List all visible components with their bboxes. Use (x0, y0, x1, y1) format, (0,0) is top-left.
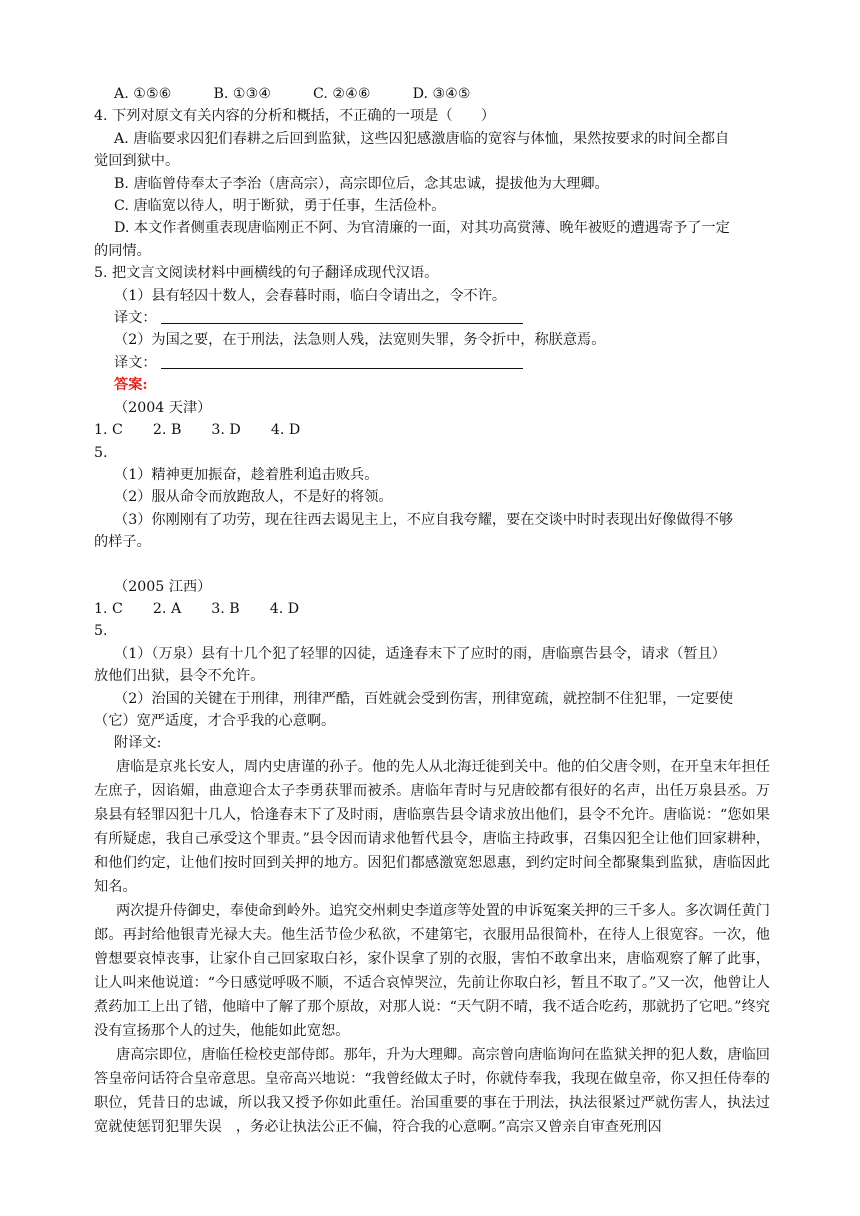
q4-stem: 4. 下列对原文有关内容的分析和概括，不正确的一项是（ ） (94, 108, 496, 125)
q5-answer-line-1 (94, 307, 770, 329)
translation-paragraph-1: 唐临是京兆长安人，周内史唐谨的孙子。他的先人从北海迁徙到关中。他的伯父唐令则，在开皇末年担任左庶子，因谄媚，曲意迎合太子李勇获罪而被杀。唐临年青时与兄唐皎都有很好的名声，出任万泉县丞。万泉县有轻罪囚犯十几人，恰逢春末下了及时雨，唐临禀告县令请求放出他们，县令不允许。唐临说：“您如果有所疑虑，我自己承受这个罪责。”县令因而请求他暂代县令，唐临主持政事，召集囚犯全让他们回家耕种，和他们约定，让他们按时回到关押的地方。因犯们都感激宽恕恩惠，到约定时间全都聚集到监狱，唐临因此知名。 (94, 758, 770, 895)
translation-label: 译文： (114, 354, 157, 371)
jiangxi-mc-answers (94, 598, 770, 620)
answers-heading: 答案: (114, 377, 148, 394)
jx-answer-2: 2. A (152, 600, 182, 617)
q3-option-c: C. ②④⑥ (313, 86, 371, 102)
tianjin-t2: （2）服从命令而放跑敌人，不是好的将领。 (114, 489, 393, 506)
jiangxi-t2-line1: （2）治国的关键在于刑律，刑律严酷，百姓就会受到伤害，刑律宽疏，就控制不住犯罪，一定要使 (114, 690, 734, 707)
q5-sentence-1: （1）县有轻囚十数人，会春暮时雨，临白令请出之，令不许。 (114, 287, 507, 304)
tianjin-t3-line2: 的样子。 (94, 534, 151, 551)
tianjin-mc-answers (94, 419, 770, 441)
jx-answer-1: 1. C (94, 600, 123, 617)
jiangxi-year: （2005 江西） (114, 578, 212, 595)
q5-stem: 5. 把文言文阅读材料中画横线的句子翻译成现代汉语。 (94, 265, 439, 282)
translation-paragraph-3: 唐高宗即位，唐临任检校吏部侍郎。那年，升为大理卿。高宗曾向唐临询问在监狱关押的犯人数，唐临回答皇帝问话符合皇帝意思。皇帝高兴地说：“我曾经做太子时，你就侍奉我，我现在做皇帝，你又担任侍奉的职位，凭昔日的忠诚，所以我又授予你如此重任。治国重要的事在于刑法，执法很紧过严就伤害人，执法过宽就使惩罚犯罪失误 ，务必让执法公正不偏，符合我的心意啊。”高宗又曾亲自审查死刑囚 (94, 1046, 770, 1135)
jiangxi-t2-line2: （它）宽严适度，才合乎我的心意啊。 (94, 712, 336, 729)
tj-answer-3: 3. D (211, 422, 241, 439)
q4-option-a-line2: 觉回到狱中。 (94, 153, 180, 170)
jx-answer-4: 4. D (269, 600, 300, 617)
q5-sentence-2: （2）为国之要，在于刑法，法急则人残，法宽则失罪，务令折中，称朕意焉。 (114, 332, 606, 349)
q5-answer-line-2 (94, 352, 770, 374)
jiangxi-q5-number: 5. (94, 623, 108, 640)
tianjin-t1: （1）精神更加振奋，趁着胜利追击败兵。 (114, 466, 379, 483)
q4-option-d-line2: 的同情。 (94, 242, 151, 259)
translation-label: 译文： (114, 310, 157, 327)
appendix-label: 附译文: (114, 735, 162, 752)
q3-options (94, 83, 770, 105)
jiangxi-t1-line2: 放他们出狱，县令不允许。 (94, 668, 265, 685)
q4-option-c: C. 唐临宽以待人，明于断狱，勇于任事，生活俭朴。 (114, 198, 446, 215)
q4-option-a-line1: A. 唐临要求囚犯们春耕之后回到监狱，这些囚犯感激唐临的宽容与体恤，果然按要求的时间全都自 (114, 130, 730, 147)
tianjin-t3-line1: （3）你刚刚有了功劳，现在往西去谒见主上，不应自我夸耀，要在交谈中时时表现出好像做得不够 (114, 511, 734, 528)
q3-option-b: B. ①③④ (213, 86, 272, 102)
q4-option-d-line1: D. 本文作者侧重表现唐临刚正不阿、为官清廉的一面，对其功高赏薄、晚年被贬的遭遇寄予了一定 (114, 220, 730, 237)
tianjin-q5-number: 5. (94, 444, 108, 461)
tj-answer-1: 1. C (94, 422, 123, 439)
q4-option-b: B. 唐临曾侍奉太子李治（唐高宗），高宗即位后，念其忠诚，提拔他为大理卿。 (114, 175, 609, 192)
jiangxi-t1-line1: （1）（万泉）县有十几个犯了轻罪的囚徒，适逢春末下了应时的雨，唐临禀告县令，请求（暂且） (114, 645, 726, 662)
document-page (94, 83, 770, 1139)
q3-option-a: A. ①⑤⑥ (114, 86, 172, 102)
tj-answer-2: 2. B (152, 422, 182, 439)
jx-answer-3: 3. B (211, 600, 240, 617)
tj-answer-4: 4. D (270, 422, 301, 439)
answer-blank-1[interactable] (161, 308, 523, 324)
answer-blank-2[interactable] (161, 353, 523, 369)
translation-paragraph-2: 两次提升侍御史，奉使命到岭外。追究交州刺史李道彦等处置的申诉冤案关押的三千多人。多次调任黄门郎。再封给他银青光禄大夫。他生活节俭少私欲，不建第宅，衣服用品很简朴，在待人上很宽容。一次，他曾想要哀悼丧事，让家仆自己回家取白衫，家仆误拿了别的衣服，害怕不敢拿出来，唐临观察了解了此事，让人叫来他说道：“今日感觉呼吸不顺，不适合哀悼哭泣，先前让你取白衫，暂且不取了。”又一次，他曾让人煮药加工上出了错，他暗中了解了那个原故，对那人说：“天气阴不晴，我不适合吃药，那就扔了它吧。”终究没有宣扬那个人的过失，他能如此宽恕。 (94, 902, 770, 1039)
tianjin-year: （2004 天津） (114, 399, 212, 416)
q3-option-d: D. ③④⑤ (412, 86, 471, 102)
